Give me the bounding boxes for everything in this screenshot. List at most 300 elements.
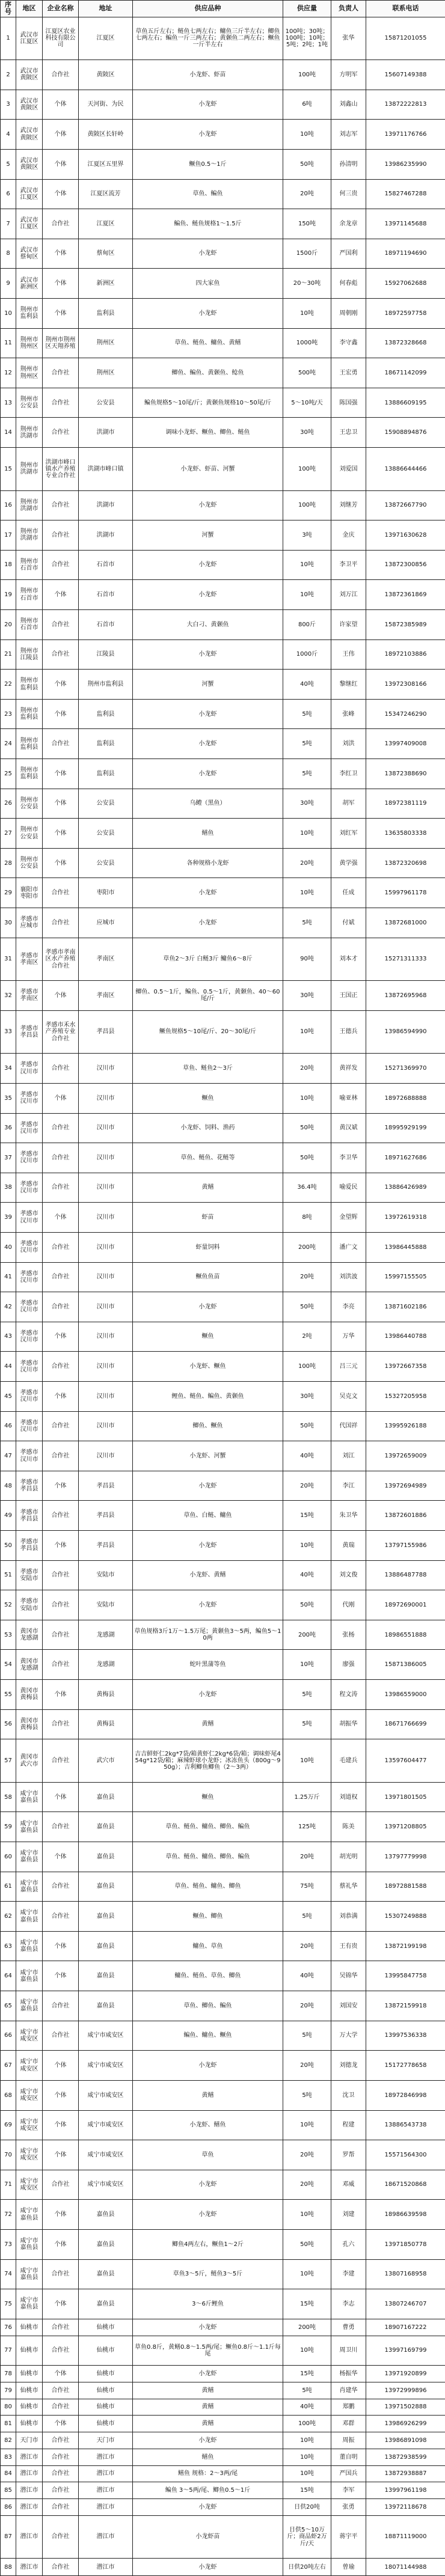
- row-quantity: 36.4吨: [283, 1173, 331, 1203]
- row-address: 蔡甸区: [79, 239, 133, 269]
- row-enterprise: 个体: [43, 2110, 79, 2140]
- table-row: [1, 848, 445, 878]
- row-phone: 18971627686: [366, 1143, 445, 1173]
- row-address: 嘉鱼县: [79, 1872, 133, 1902]
- row-index: 24: [1, 729, 16, 759]
- table-row: [1, 1812, 445, 1842]
- row-quantity: 20吨: [283, 1991, 331, 2021]
- row-contact-person: 刘鑫山: [331, 90, 366, 120]
- row-index: 34: [1, 1054, 16, 1084]
- row-address: 龙感湖: [79, 1650, 133, 1680]
- row-variety: 小龙虾: [133, 2366, 283, 2382]
- table-row: [1, 1113, 445, 1143]
- row-index: 60: [1, 1842, 16, 1872]
- row-quantity: 日供20吨: [283, 2499, 331, 2516]
- table-row: [1, 2289, 445, 2319]
- table-row: [1, 1143, 445, 1173]
- row-index: 61: [1, 1872, 16, 1902]
- row-enterprise: 个体: [43, 848, 79, 878]
- row-address: 孝南区: [79, 981, 133, 1011]
- row-enterprise: 合作社: [43, 2259, 79, 2289]
- row-area: 荆州市石首市: [16, 580, 43, 610]
- row-area: 咸宁市咸安区: [16, 2021, 43, 2051]
- row-area: 荆州市洪湖市: [16, 520, 43, 551]
- row-enterprise: 个体: [43, 819, 79, 849]
- row-contact-person: 张华: [331, 17, 366, 60]
- row-index: 4: [1, 120, 16, 150]
- row-contact-person: 李军: [331, 2482, 366, 2499]
- row-phone: 13872695968: [366, 981, 445, 1011]
- row-variety: 小龙虾苗: [133, 2515, 283, 2559]
- row-area: 武汉市江夏区: [16, 179, 43, 209]
- row-quantity: 500吨: [283, 358, 331, 388]
- row-quantity: 10吨: [283, 580, 331, 610]
- row-area: 孝感市汉川市: [16, 1083, 43, 1113]
- row-enterprise: 个体: [43, 1471, 79, 1501]
- row-variety: 鳊鱼、鳙鱼、鳜鱼: [133, 2021, 283, 2051]
- row-area: 咸宁市嘉鱼县: [16, 2200, 43, 2230]
- row-address: 汉川市: [79, 1292, 133, 1322]
- row-phone: 13972694989: [366, 1471, 445, 1501]
- row-variety: 草鱼、白鲢、鳙鱼: [133, 1501, 283, 1531]
- table-row: [1, 908, 445, 938]
- row-quantity: 90吨: [283, 938, 331, 981]
- row-area: 咸宁市嘉鱼县: [16, 1991, 43, 2021]
- row-quantity: 10吨: [283, 2110, 331, 2140]
- row-quantity: 100吨: [283, 448, 331, 491]
- row-index: 72: [1, 2200, 16, 2230]
- row-address: 嘉鱼县: [79, 1902, 133, 1932]
- row-area: 仙桃市: [16, 2336, 43, 2366]
- row-quantity: 6吨: [283, 90, 331, 120]
- table-row: [1, 1902, 445, 1932]
- row-address: 监利县: [79, 729, 133, 759]
- table-row: [1, 1441, 445, 1471]
- table-row: [1, 60, 445, 90]
- row-area: 潜江市: [16, 2449, 43, 2465]
- row-quantity: 30吨: [283, 981, 331, 1011]
- row-index: 78: [1, 2366, 16, 2382]
- row-enterprise: 合作社: [43, 1441, 79, 1471]
- row-index: 71: [1, 2170, 16, 2200]
- row-enterprise: 个体: [43, 1322, 79, 1352]
- row-index: 74: [1, 2259, 16, 2289]
- row-contact-person: 何三贵: [331, 179, 366, 209]
- table-row: [1, 981, 445, 1011]
- row-quantity: 150吨: [283, 209, 331, 239]
- row-phone: 13872681000: [366, 908, 445, 938]
- row-contact-person: 廖强: [331, 1650, 366, 1680]
- row-address: 汉川市: [79, 1352, 133, 1382]
- row-phone: 13971145688: [366, 209, 445, 239]
- row-index: 7: [1, 209, 16, 239]
- row-address: 汉川市: [79, 1203, 133, 1233]
- table-row: [1, 2399, 445, 2416]
- row-contact-person: 刘志军: [331, 120, 366, 150]
- row-enterprise: 个体: [43, 2051, 79, 2081]
- table-row: [1, 1232, 445, 1262]
- table-row: [1, 1842, 445, 1872]
- row-index: 87: [1, 2515, 16, 2559]
- row-enterprise: 个体: [43, 149, 79, 179]
- row-phone: 13872159918: [366, 1991, 445, 2021]
- row-contact-person: 李建: [331, 2259, 366, 2289]
- row-phone: 15271311333: [366, 938, 445, 981]
- row-index: 79: [1, 2382, 16, 2399]
- row-area: 咸宁市嘉鱼县: [16, 1872, 43, 1902]
- table-row: [1, 550, 445, 580]
- row-variety: 草鱼、鲫鱼、鳊鱼: [133, 1991, 283, 2021]
- row-quantity: 30吨: [283, 418, 331, 448]
- row-quantity: 50吨: [283, 1143, 331, 1173]
- row-contact-person: 黄瑞: [331, 1531, 366, 1561]
- row-variety: 小龙虾: [133, 2051, 283, 2081]
- row-quantity: 5吨: [283, 1902, 331, 1932]
- row-quantity: 3吨: [283, 520, 331, 551]
- row-area: 孝感市汉川市: [16, 1322, 43, 1352]
- row-address: 嘉鱼县: [79, 1961, 133, 1991]
- row-address: 汉川市: [79, 1411, 133, 1441]
- row-phone: 13972999896: [366, 2382, 445, 2399]
- row-index: 59: [1, 1812, 16, 1842]
- row-quantity: 20吨: [283, 848, 331, 878]
- table-row: [1, 239, 445, 269]
- row-phone: 13886487788: [366, 1560, 445, 1590]
- row-address: 嘉鱼县: [79, 2229, 133, 2259]
- row-variety: 鲤鱼、鲢鱼、鳊鱼、黄颡鱼: [133, 1382, 283, 1412]
- row-contact-person: 陈美: [331, 1812, 366, 1842]
- row-contact-person: 万大学: [331, 2021, 366, 2051]
- row-quantity: 100吨: [283, 2416, 331, 2432]
- row-variety: 小龙虾: [133, 1471, 283, 1501]
- row-phone: 13971630628: [366, 520, 445, 551]
- row-phone: 18971194690: [366, 239, 445, 269]
- table-row: [1, 1322, 445, 1352]
- row-enterprise: 合作社: [43, 2021, 79, 2051]
- row-variety: 小龙虾、黄鳝: [133, 1560, 283, 1590]
- row-contact-person: 李江: [331, 1471, 366, 1501]
- row-index: 18: [1, 550, 16, 580]
- row-area: 仙桃市: [16, 2382, 43, 2399]
- row-area: 仙桃市: [16, 2399, 43, 2416]
- row-index: 22: [1, 670, 16, 700]
- row-quantity: 5吨: [283, 2080, 331, 2110]
- row-area: 荆州市石首市: [16, 609, 43, 639]
- row-address: 洪湖市: [79, 520, 133, 551]
- row-quantity: 5吨: [283, 759, 331, 789]
- col-area-header: 地区: [16, 1, 43, 17]
- row-variety: 小龙虾: [133, 580, 283, 610]
- row-contact-person: 王德兵: [331, 1010, 366, 1054]
- table-row: [1, 2319, 445, 2336]
- row-address: 仙桃市: [79, 2416, 133, 2432]
- row-area: 荆州市监利县: [16, 729, 43, 759]
- row-enterprise: 江夏区农业科技有限公司: [43, 17, 79, 60]
- row-area: 武汉市黄陂区: [16, 120, 43, 150]
- row-address: 汉川市: [79, 1382, 133, 1412]
- row-phone: 15607149388: [366, 60, 445, 90]
- row-index: 16: [1, 490, 16, 520]
- row-enterprise: 个体: [43, 269, 79, 299]
- table-row: [1, 269, 445, 299]
- row-quantity: 5吨: [283, 1709, 331, 1739]
- row-area: 潜江市: [16, 2515, 43, 2559]
- row-phone: 18671520868: [366, 2170, 445, 2200]
- row-phone: 15172778658: [366, 2051, 445, 2081]
- row-phone: 13971850778: [366, 2229, 445, 2259]
- row-quantity: 20吨: [283, 2051, 331, 2081]
- row-enterprise: 个体: [43, 1842, 79, 1872]
- row-index: 42: [1, 1292, 16, 1322]
- row-contact-person: 吴克文: [331, 1382, 366, 1412]
- row-enterprise: 合作社: [43, 1411, 79, 1441]
- row-quantity: 15吨: [283, 2366, 331, 2382]
- table-row: [1, 1010, 445, 1054]
- row-variety: 小龙虾: [133, 639, 283, 670]
- row-enterprise: 个体: [43, 759, 79, 789]
- row-index: 56: [1, 1709, 16, 1739]
- row-address: 潜江市: [79, 2559, 133, 2576]
- row-enterprise: 荆州市荆州区天翔养殖: [43, 328, 79, 358]
- row-variety: 草鱼、鲢鱼、鳙鱼、鲫鱼、鳊鱼: [133, 1842, 283, 1872]
- row-index: 44: [1, 1352, 16, 1382]
- row-variety: 草鱼五斤左右；鲢鱼七两左右；鳙鱼三斤半左右；鲫鱼七两左右；鳊鱼一斤三两左右；黄颡鱼二两左右；鳜鱼一斤半左右: [133, 17, 283, 60]
- row-area: 荆州市监利县: [16, 699, 43, 729]
- row-index: 23: [1, 699, 16, 729]
- table-row: [1, 120, 445, 150]
- row-area: 咸宁市咸安区: [16, 2080, 43, 2110]
- row-address: 嘉鱼县: [79, 1812, 133, 1842]
- table-row: [1, 1501, 445, 1531]
- row-address: 新洲区: [79, 269, 133, 299]
- table-row: [1, 179, 445, 209]
- table-row: [1, 1083, 445, 1113]
- row-quantity: 1000吨: [283, 328, 331, 358]
- row-variety: 草鱼、鳊鱼: [133, 179, 283, 209]
- row-phone: 13986891098: [366, 2432, 445, 2449]
- row-contact-person: 王忠卫: [331, 418, 366, 448]
- row-index: 13: [1, 388, 16, 418]
- row-index: 26: [1, 789, 16, 819]
- row-contact-person: 刘洪波: [331, 1262, 366, 1292]
- row-area: 荆州市公安县: [16, 819, 43, 849]
- row-phone: 15827467288: [366, 179, 445, 209]
- row-quantity: 15吨: [283, 1501, 331, 1531]
- row-phone: 13971801505: [366, 1782, 445, 1812]
- row-index: 64: [1, 1961, 16, 1991]
- row-index: 11: [1, 328, 16, 358]
- row-variety: 小龙虾: [133, 490, 283, 520]
- row-contact-person: 胡光明: [331, 1842, 366, 1872]
- row-variety: 草鱼规格3斤1万～1.5万尾；黄颡鱼3～5两，鳊鱼5～10两: [133, 1620, 283, 1650]
- row-phone: 13886644466: [366, 448, 445, 491]
- col-variety-header: 供应品种: [133, 1, 283, 17]
- row-enterprise: 个体: [43, 2140, 79, 2170]
- row-quantity: 日供20吨左右: [283, 2559, 331, 2576]
- row-enterprise: 合作社: [43, 1501, 79, 1531]
- row-index: 85: [1, 2482, 16, 2499]
- row-variety: 虾苗: [133, 1203, 283, 1233]
- row-quantity: 5吨: [283, 729, 331, 759]
- row-phone: 15871386005: [366, 1650, 445, 1680]
- row-address: 应城市: [79, 908, 133, 938]
- row-area: 孝感市孝昌县: [16, 1531, 43, 1561]
- row-area: 咸宁市嘉鱼县: [16, 2229, 43, 2259]
- row-enterprise: 个体: [43, 1203, 79, 1233]
- row-area: 孝感市孝昌县: [16, 1501, 43, 1531]
- row-phone: 13807168958: [366, 2259, 445, 2289]
- row-variety: 草鱼: [133, 2140, 283, 2170]
- row-index: 48: [1, 1471, 16, 1501]
- row-index: 86: [1, 2499, 16, 2516]
- row-area: 咸宁市嘉鱼县: [16, 1961, 43, 1991]
- row-address: 枣阳市: [79, 878, 133, 908]
- row-contact-person: 付斌: [331, 908, 366, 938]
- row-phone: 13872222813: [366, 90, 445, 120]
- row-contact-person: 任成: [331, 878, 366, 908]
- row-contact-person: 代国祥: [331, 1411, 366, 1441]
- row-area: 襄阳市枣阳市: [16, 878, 43, 908]
- row-index: 83: [1, 2449, 16, 2465]
- row-phone: 13886543738: [366, 2110, 445, 2140]
- row-phone: 18972597758: [366, 299, 445, 329]
- row-address: 孝昌县: [79, 1501, 133, 1531]
- row-enterprise: 合作社: [43, 1739, 79, 1783]
- row-address: 嘉鱼县: [79, 1782, 133, 1812]
- row-variety: 草鱼、鲢鱼、鳙鱼、鲫鱼: [133, 1872, 283, 1902]
- row-variety: 鳙鱼、鲢鱼、草鱼、鲫鱼: [133, 1961, 283, 1991]
- row-address: 咸宁市咸安区: [79, 2021, 133, 2051]
- row-phone: 13997169799: [366, 2336, 445, 2366]
- table-row: [1, 609, 445, 639]
- table-row: [1, 2080, 445, 2110]
- table-row: [1, 358, 445, 388]
- row-variety: 小龙虾、河蟹: [133, 1441, 283, 1471]
- row-contact-person: 金庆: [331, 520, 366, 551]
- row-index: 19: [1, 580, 16, 610]
- row-index: 47: [1, 1441, 16, 1471]
- row-phone: 13995847758: [366, 1961, 445, 1991]
- row-contact-person: 许家望: [331, 609, 366, 639]
- row-quantity: 10吨: [283, 2449, 331, 2465]
- table-row: [1, 2229, 445, 2259]
- row-phone: 13972667358: [366, 1352, 445, 1382]
- row-index: 51: [1, 1560, 16, 1590]
- row-address: 江夏区: [79, 209, 133, 239]
- row-enterprise: 合作社: [43, 2336, 79, 2366]
- row-index: 62: [1, 1902, 16, 1932]
- row-index: 75: [1, 2289, 16, 2319]
- row-address: 荆州区: [79, 328, 133, 358]
- row-phone: 18972846998: [366, 2080, 445, 2110]
- row-phone: 13872938599: [366, 2449, 445, 2465]
- table-row: [1, 2259, 445, 2289]
- row-quantity: 50吨: [283, 1590, 331, 1620]
- row-quantity: 40吨: [283, 1560, 331, 1590]
- row-phone: 13986926299: [366, 2416, 445, 2432]
- row-contact-person: 严国利: [331, 239, 366, 269]
- row-phone: 13986559000: [366, 1680, 445, 1710]
- row-phone: 15327205958: [366, 1382, 445, 1412]
- row-index: 25: [1, 759, 16, 789]
- row-quantity: 50吨: [283, 2229, 331, 2259]
- table-row: [1, 639, 445, 670]
- row-phone: 13797779998: [366, 1842, 445, 1872]
- table-row: [1, 1709, 445, 1739]
- row-enterprise: 个体: [43, 981, 79, 1011]
- row-area: 孝感市汉川市: [16, 1054, 43, 1084]
- row-contact-person: 王有贵: [331, 1931, 366, 1961]
- row-address: 汉川市: [79, 1173, 133, 1203]
- row-area: 潜江市: [16, 2499, 43, 2516]
- row-contact-person: 程文涛: [331, 1680, 366, 1710]
- row-variety: 草鱼、鲢鱼2～3斤: [133, 1054, 283, 1084]
- row-phone: 13597604477: [366, 1739, 445, 1783]
- row-area: 武汉市蔡甸区: [16, 239, 43, 269]
- row-variety: 小龙虾: [133, 1531, 283, 1561]
- row-area: 荆州市洪湖市: [16, 448, 43, 491]
- row-enterprise: 合作社: [43, 1902, 79, 1932]
- table-row: [1, 2110, 445, 2140]
- row-enterprise: 个体: [43, 2200, 79, 2230]
- row-address: 洪湖市峰口镇: [79, 448, 133, 491]
- row-index: 30: [1, 908, 16, 938]
- table-row: [1, 1680, 445, 1710]
- row-contact-person: 朱卫华: [331, 1501, 366, 1531]
- table-row: [1, 1620, 445, 1650]
- row-address: 安陆市: [79, 1560, 133, 1590]
- row-phone: 13995926188: [366, 1411, 445, 1441]
- row-address: 石首市: [79, 580, 133, 610]
- row-variety: 草鱼3～5斤，鲢鱼3～5斤: [133, 2259, 283, 2289]
- row-contact-person: 喻爱民: [331, 1173, 366, 1203]
- row-phone: 13997409008: [366, 729, 445, 759]
- row-contact-person: 罗帮: [331, 2140, 366, 2170]
- row-quantity: 10吨: [283, 1083, 331, 1113]
- row-address: 仙桃市: [79, 2382, 133, 2399]
- row-phone: 18671766699: [366, 1709, 445, 1739]
- row-area: 荆州市监利县: [16, 759, 43, 789]
- row-contact-person: 周朝刚: [331, 299, 366, 329]
- table-row: [1, 789, 445, 819]
- row-phone: 15997961178: [366, 878, 445, 908]
- row-contact-person: 刘红军: [331, 819, 366, 849]
- row-index: 36: [1, 1113, 16, 1143]
- row-index: 43: [1, 1322, 16, 1352]
- row-contact-person: 胡军: [331, 789, 366, 819]
- col-address-header: 地址: [79, 1, 133, 17]
- row-index: 46: [1, 1411, 16, 1441]
- row-enterprise: 个体: [43, 2416, 79, 2432]
- row-contact-person: 黄学强: [331, 848, 366, 878]
- row-phone: 13872320698: [366, 848, 445, 878]
- row-variety: 小龙虾: [133, 699, 283, 729]
- row-address: 石首市: [79, 550, 133, 580]
- row-variety: 鳝鱼 规格：2～3两/尾: [133, 2465, 283, 2482]
- row-phone: 13986235990: [366, 149, 445, 179]
- row-phone: 18071144988: [366, 2559, 445, 2576]
- table-row: [1, 1173, 445, 1203]
- row-quantity: 1.25万斤: [283, 1782, 331, 1812]
- row-variety: 小龙虾: [133, 1680, 283, 1710]
- row-area: 孝感市汉川市: [16, 1113, 43, 1143]
- table-row: [1, 1292, 445, 1322]
- row-index: 3: [1, 90, 16, 120]
- row-contact-person: 严国兵: [331, 2465, 366, 2482]
- table-row: [1, 2416, 445, 2432]
- row-area: 咸宁市咸安区: [16, 2170, 43, 2200]
- row-area: 孝感市孝南区: [16, 938, 43, 981]
